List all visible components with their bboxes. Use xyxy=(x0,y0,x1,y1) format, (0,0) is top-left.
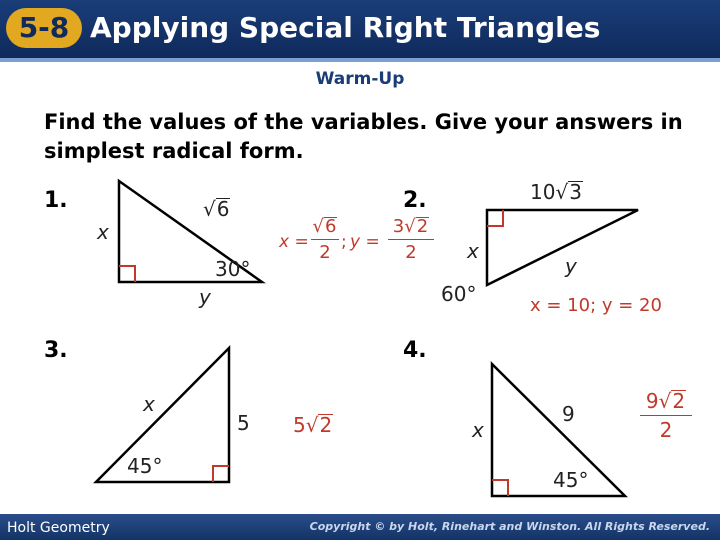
footer-course-name: Holt Geometry xyxy=(7,520,110,536)
problem-3-leg-label: 5 xyxy=(237,411,250,435)
problem-2-side-y-label: y xyxy=(565,254,577,278)
warmup-heading: Warm-Up xyxy=(315,69,405,89)
problem-1-side-x-label: x xyxy=(97,220,109,244)
problem-1-hypotenuse-label: √6 xyxy=(203,197,230,221)
problem-1-answer-x-prefix: x = xyxy=(279,232,309,252)
lesson-number-badge: 5-8 xyxy=(6,8,82,48)
triangle-2 xyxy=(487,210,638,285)
problem-4-angle-label: 45° xyxy=(553,468,589,492)
problem-1-answer-x-fraction: √6 2 xyxy=(311,216,339,263)
right-angle-mark-4 xyxy=(492,480,508,496)
problem-1-answer-y-prefix: y = xyxy=(350,232,380,252)
problem-4-side-x-label: x xyxy=(472,418,484,442)
footer-copyright: Copyright © by Holt, Rinehart and Winston. All Rights Reserved. xyxy=(309,520,710,533)
problem-3-side-x-label: x xyxy=(143,392,155,416)
right-angle-mark-2 xyxy=(487,210,503,226)
lesson-title: Applying Special Right Triangles xyxy=(90,11,601,44)
problem-2-side-x-label: x xyxy=(467,239,479,263)
instructions-text: Find the values of the variables. Give your answers in simplest radical form. xyxy=(44,110,683,163)
problem-3-angle-label: 45° xyxy=(127,454,163,478)
problem-2-angle-label: 60° xyxy=(441,282,477,306)
problem-1-number: 1. xyxy=(44,188,68,213)
problem-4-answer: 9√2 2 xyxy=(640,389,692,442)
right-angle-mark-3 xyxy=(213,466,229,482)
problem-4-hypotenuse-label: 9 xyxy=(562,402,575,426)
problem-4-number: 4. xyxy=(403,338,427,363)
triangle-3 xyxy=(96,348,229,482)
problem-1-side-y-label: y xyxy=(199,285,211,309)
problem-1-answer-y-fraction: 3√2 2 xyxy=(388,216,434,263)
problem-3-answer: 5√2 xyxy=(293,413,333,437)
problem-1-angle-label: 30° xyxy=(215,257,251,281)
problem-3-number: 3. xyxy=(44,338,68,363)
problem-1-answer-separator: ; xyxy=(341,232,347,252)
footer-bar xyxy=(0,514,720,540)
problem-2-answer: x = 10; y = 20 xyxy=(530,295,662,316)
right-angle-mark-1 xyxy=(119,266,135,282)
problem-2-number: 2. xyxy=(403,188,427,213)
problem-2-leg-label: 10√3 xyxy=(530,180,582,204)
